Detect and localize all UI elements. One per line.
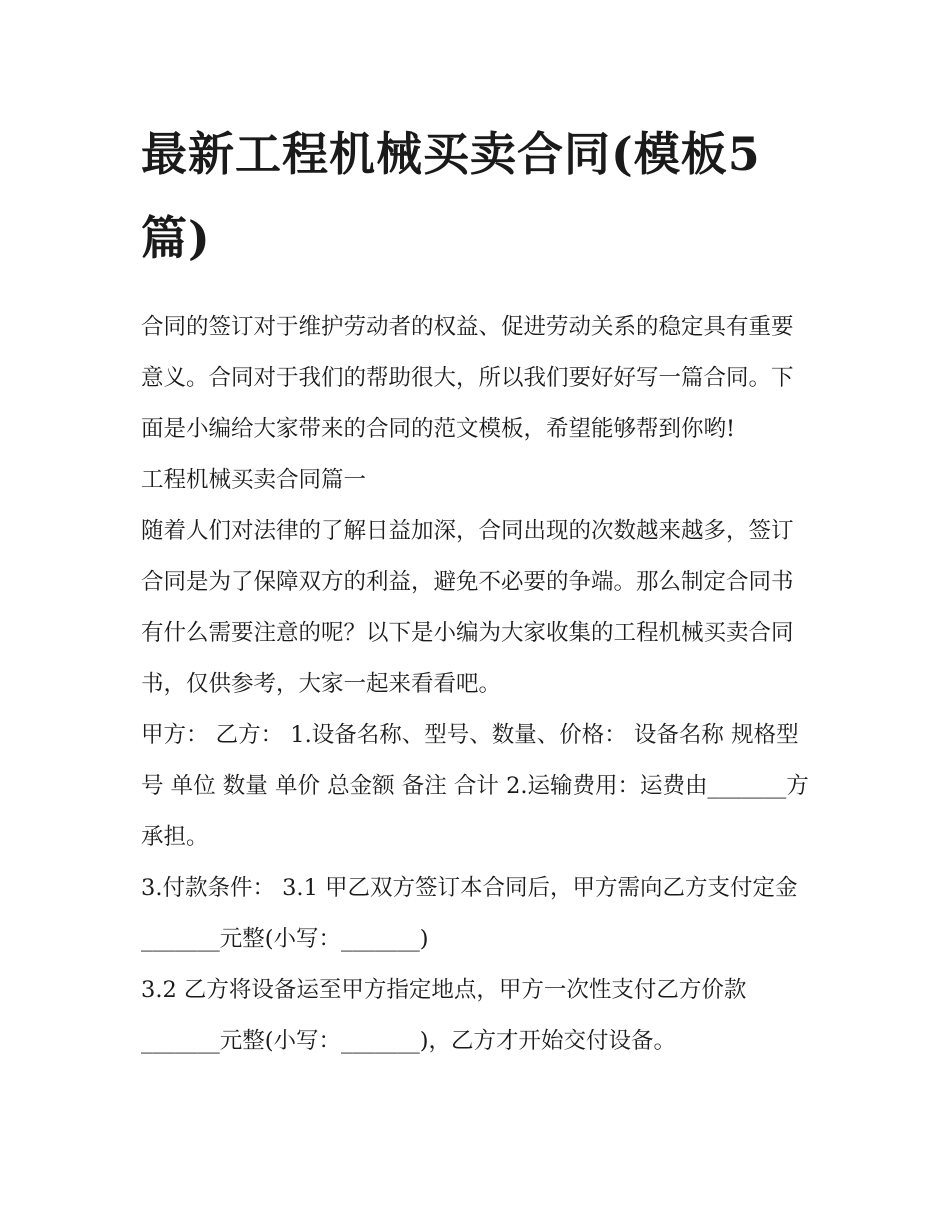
intro-paragraph: 合同的签订对于维护劳动者的权益、促进劳动关系的稳定具有重要意义。合同对于我们的帮助很大，所以我们要好好写一篇合同。下面是小编给大家带来的合同的范文模板，希望能够帮到你哟! — [141, 314, 794, 442]
document-title: 最新工程机械买卖合同(模板5篇) — [141, 127, 761, 265]
document-body — [141, 112, 813, 1067]
clause-3-2-paragraph: 3.2 乙方将设备运至甲方指定地点，甲方一次性支付乙方价款_______元整(小写：_______)，乙方才开始交付设备。 — [141, 977, 747, 1054]
section-heading: 工程机械买卖合同篇一 — [141, 467, 367, 493]
clause-1-2-paragraph: 甲方： 乙方： 1.设备名称、型号、数量、价格： 设备名称 规格型号 单位 数量 单价 总金额 备注 合计 2.运输费用：运费由_______方承担。 — [141, 722, 809, 850]
section-intro-paragraph: 随着人们对法律的了解日益加深，合同出现的次数越来越多，签订合同是为了保障双方的利益，避免不必要的争端。那么制定合同书有什么需要注意的呢？以下是小编为大家收集的工程机械买卖合同书，仅供参考，大家一起来看看吧。 — [141, 518, 794, 697]
clause-3-1-paragraph: 3.付款条件： 3.1 甲乙双方签订本合同后，甲方需向乙方支付定金_______元整(小写：_______) — [141, 875, 798, 952]
